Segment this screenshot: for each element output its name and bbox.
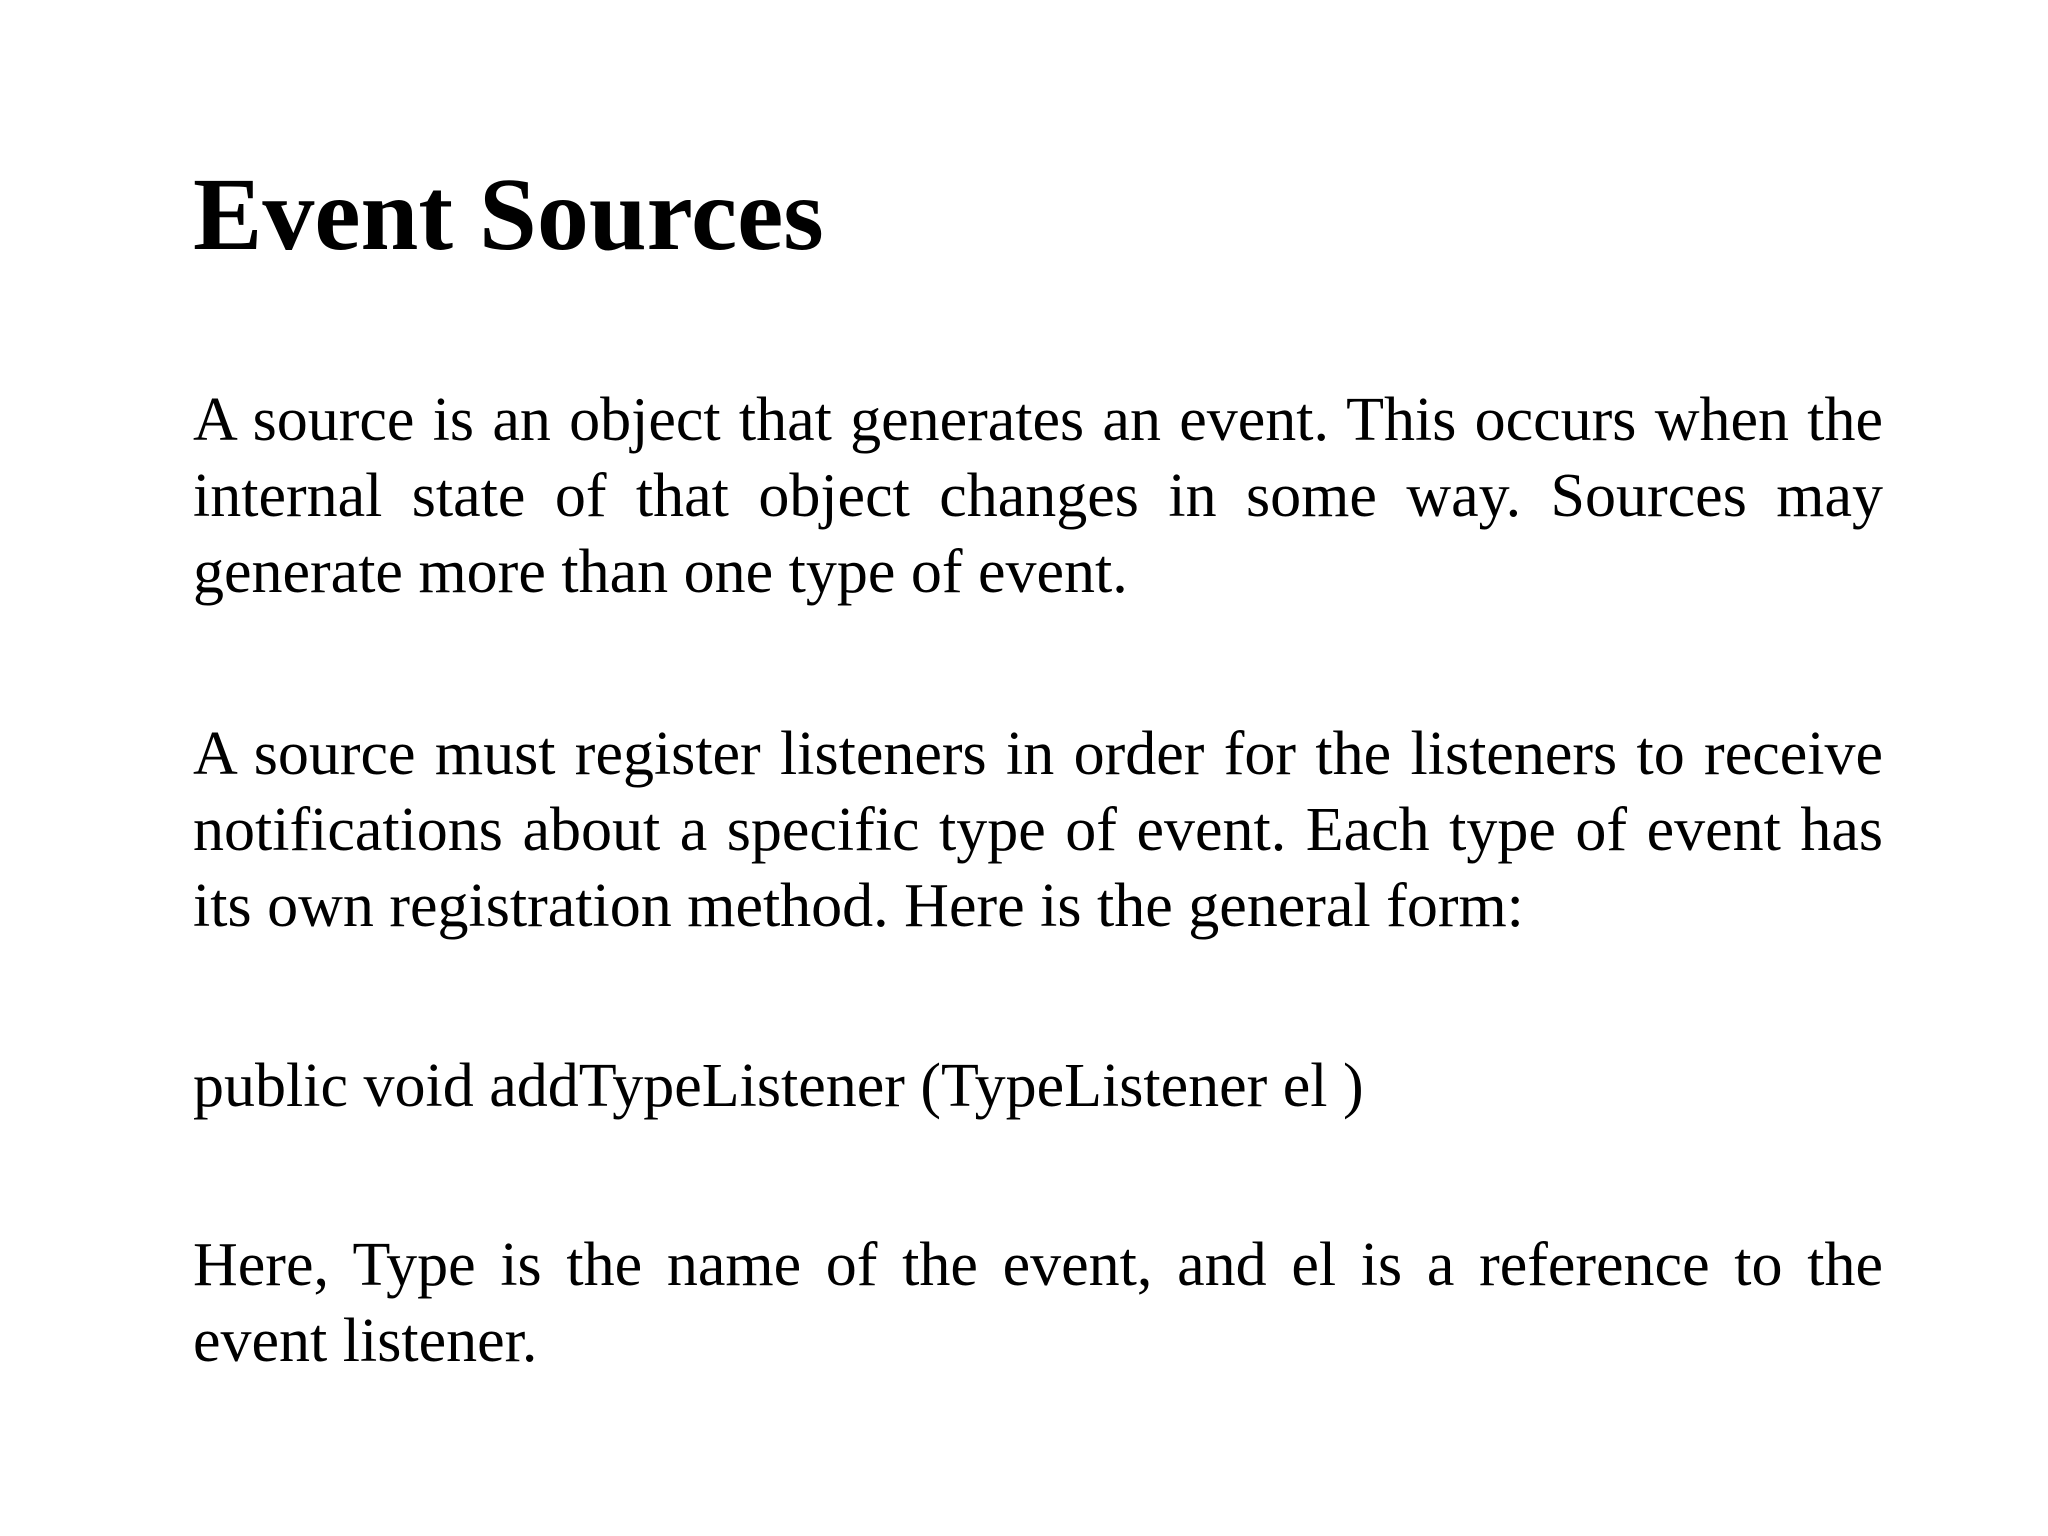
paragraph-source-definition: A source is an object that generates an event. This occurs when the internal state of that object changes in some way. Sources may generate more than one type of event.	[193, 386, 1883, 606]
paragraph-listener-registration: A source must register listeners in order for the listeners to receive notifications about a specific type of event. Each type of event has its own registration method. Here is the general form:	[193, 720, 1883, 940]
paragraph-explanation: Here, Type is the name of the event, and el is a reference to the event listener.	[193, 1231, 1883, 1375]
slide-title: Event Sources	[193, 157, 824, 272]
code-signature: public void addTypeListener (TypeListener el )	[193, 1052, 1364, 1120]
